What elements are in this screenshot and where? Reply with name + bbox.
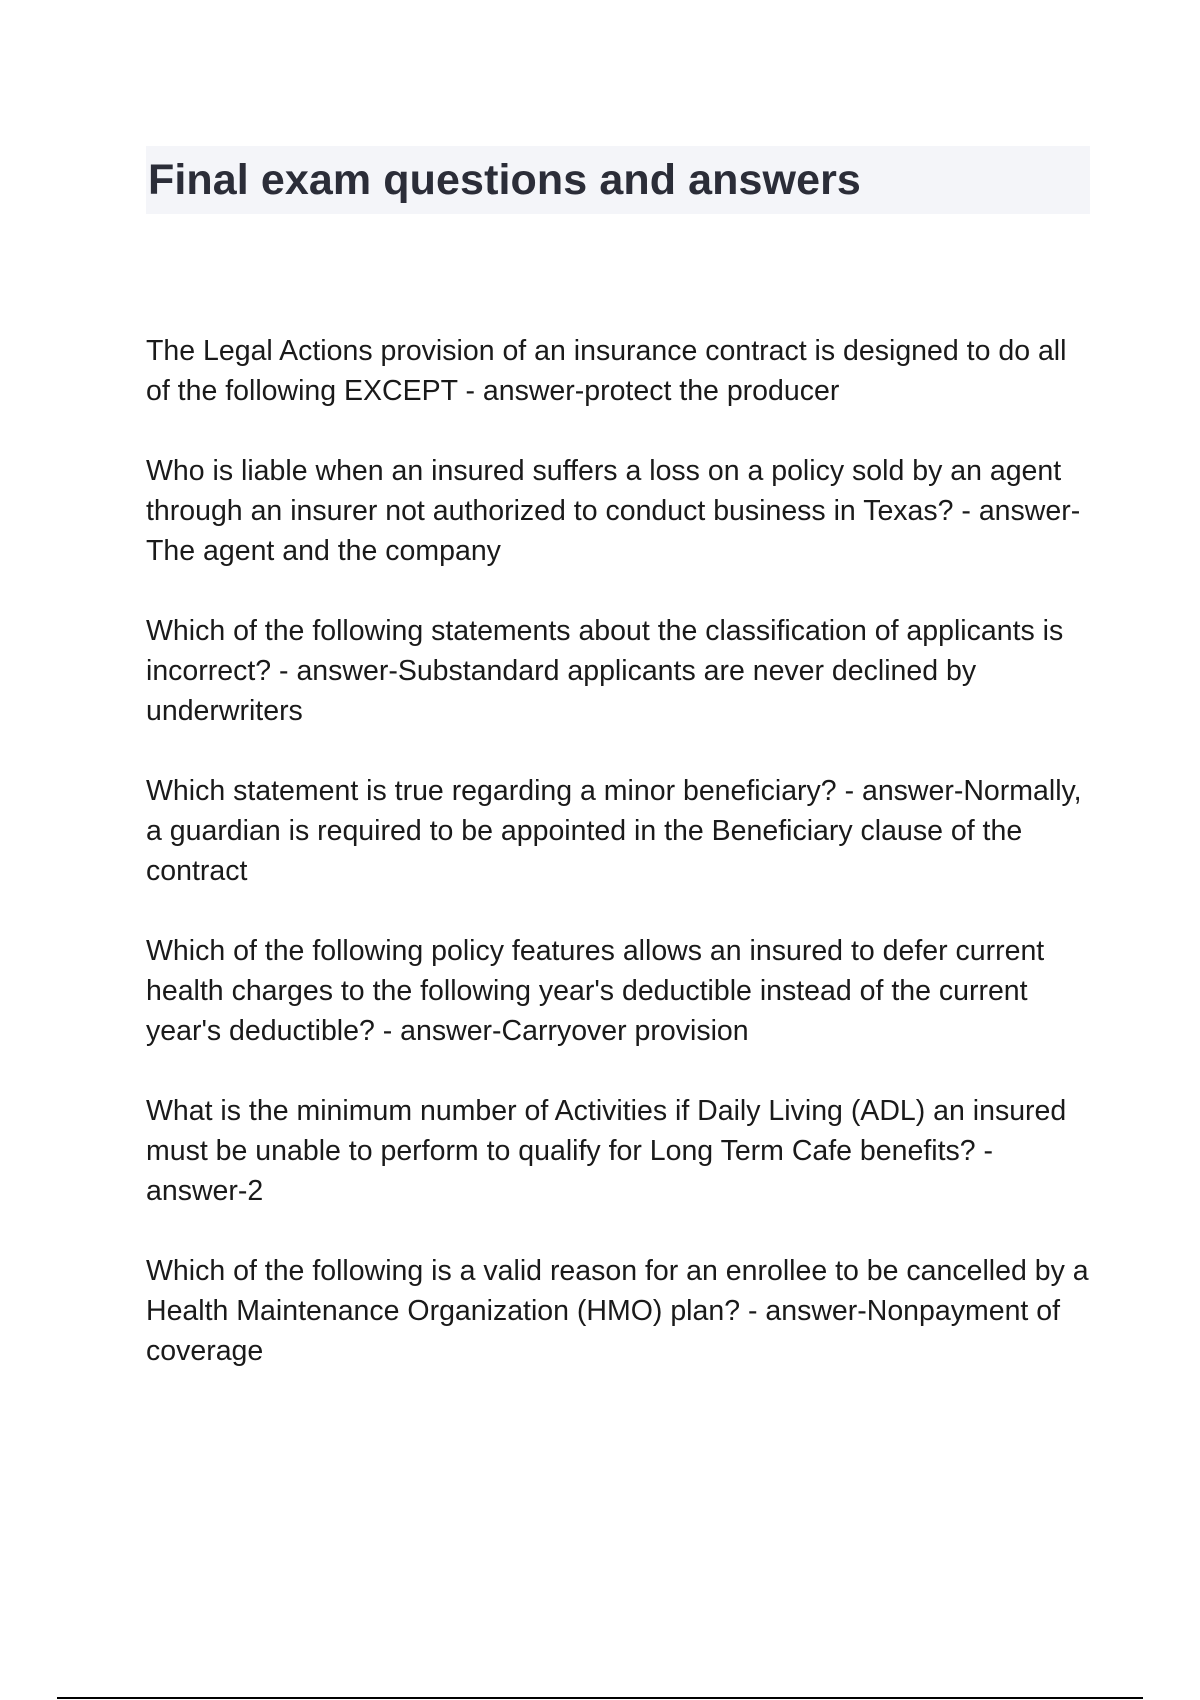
qa-item: The Legal Actions provision of an insurance contract is designed to do all of the following EXCEPT - answer-protect the producer [146, 335, 1067, 407]
qa-item: Which statement is true regarding a minor beneficiary? - answer-Normally, a guardian is required to be appointed in the Beneficiary clause of the contract [146, 775, 1082, 887]
qa-list [146, 331, 1096, 1411]
qa-item: Who is liable when an insured suffers a loss on a policy sold by an agent through an insurer not authorized to conduct business in Texas? - answer-The agent and the company [146, 455, 1081, 567]
title-banner [146, 146, 1090, 214]
page-title: Final exam questions and answers [148, 156, 861, 204]
qa-item: What is the minimum number of Activities if Daily Living (ADL) an insured must be unable to perform to qualify for Long Term Cafe benefits? - answer-2 [146, 1095, 1067, 1207]
qa-item: Which of the following is a valid reason for an enrollee to be cancelled by a Health Maintenance Organization (HMO) plan? - answer-Nonpayment of coverage [146, 1255, 1089, 1367]
qa-item: Which of the following statements about the classification of applicants is incorrect? - answer-Substandard applicants are never declined by underwriters [146, 615, 1064, 727]
footer-divider [57, 1697, 1143, 1699]
qa-item: Which of the following policy features allows an insured to defer current health charges to the following year's deductible instead of the current year's deductible? - answer-Carryover provision [146, 935, 1045, 1047]
